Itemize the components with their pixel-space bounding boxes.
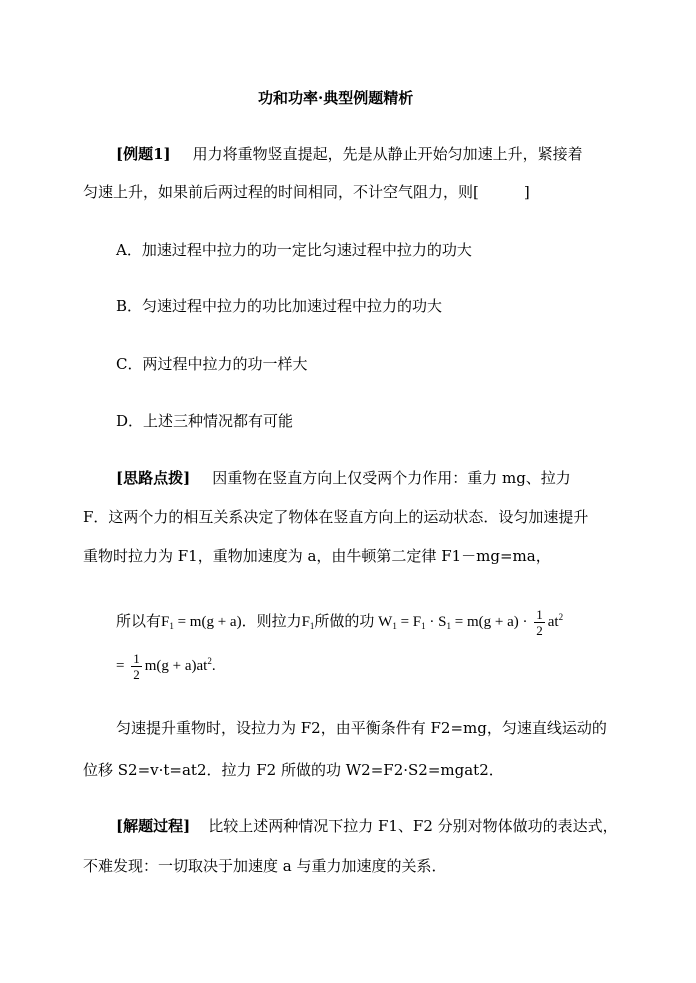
solution-line-1 <box>116 816 618 836</box>
formula-text: · S <box>425 614 447 630</box>
formula-subscript: 1 <box>169 621 174 631</box>
hint-line-3: 重物时拉力为 F1，重物加速度为 a，由牛顿第二定律 F1－mg=ma， <box>83 547 551 565</box>
solution-tag: [解题过程] <box>116 817 191 835</box>
formula-text: = m(g + a)．则拉力F <box>173 614 310 630</box>
example-line-2: 匀速上升，如果前后两过程的时间相同，不计空气阻力，则[ ] <box>83 183 530 201</box>
formula-text: = F <box>396 614 422 630</box>
fraction-denominator: 2 <box>536 623 543 639</box>
formula-line-2 <box>116 646 216 686</box>
formula-subscript: 1 <box>392 621 397 631</box>
hint-tag: [思路点拨] <box>116 469 191 487</box>
option-a: A．加速过程中拉力的功一定比匀速过程中拉力的功大 <box>116 241 472 259</box>
example-line-1 <box>116 144 583 164</box>
formula-text: at <box>547 614 559 630</box>
hint-text-1: 因重物在竖直方向上仅受两个力作用：重力 mg、拉力 <box>212 469 571 487</box>
hint-line-1 <box>116 468 571 488</box>
hint-line-2: F．这两个力的相互关系决定了物体在竖直方向上的运动状态．设匀加速提升 <box>83 508 589 526</box>
uniform-line-2: 位移 S2=v·t=at2．拉力 F2 所做的功 W2=F2·S2=mgat2． <box>83 761 504 779</box>
page-title: 功和功率·典型例题精析 <box>258 89 414 107</box>
solution-text-1: 比较上述两种情况下拉力 F1、F2 分别对物体做功的表达式， <box>208 817 618 835</box>
formula-text: = <box>116 658 129 674</box>
formula-text: 所以有F <box>116 614 170 630</box>
option-d: D．上述三种情况都有可能 <box>116 412 294 430</box>
formula-superscript: 2 <box>558 612 564 622</box>
fraction-half <box>534 607 545 638</box>
formula-text: = m(g + a) · <box>451 614 532 630</box>
example-tag: [例题1] <box>116 145 171 163</box>
formula-text: 所做的功 W <box>314 614 393 630</box>
formula-subscript: 1 <box>309 621 315 631</box>
example-text-1: 用力将重物竖直提起，先是从静止开始匀加速上升，紧接着 <box>192 145 583 163</box>
formula-subscript: 1 <box>446 621 451 631</box>
fraction-numerator: 1 <box>133 651 140 667</box>
fraction-numerator: 1 <box>536 607 543 623</box>
uniform-line-1: 匀速提升重物时，设拉力为 F2，由平衡条件有 F2=mg，匀速直线运动的 <box>116 719 607 737</box>
formula-superscript: 2 <box>207 656 212 666</box>
solution-line-2: 不难发现：一切取决于加速度 a 与重力加速度的关系． <box>83 857 447 875</box>
formula-text: m(g + a)at <box>144 658 208 674</box>
option-b: B．匀速过程中拉力的功比加速过程中拉力的功大 <box>116 297 443 315</box>
formula-line-1 <box>116 602 563 642</box>
option-c: C．两过程中拉力的功一样大 <box>116 355 308 373</box>
formula-text: . <box>211 658 216 674</box>
fraction-half <box>131 651 142 682</box>
formula-subscript: 1 <box>421 621 426 631</box>
fraction-denominator: 2 <box>133 667 140 683</box>
